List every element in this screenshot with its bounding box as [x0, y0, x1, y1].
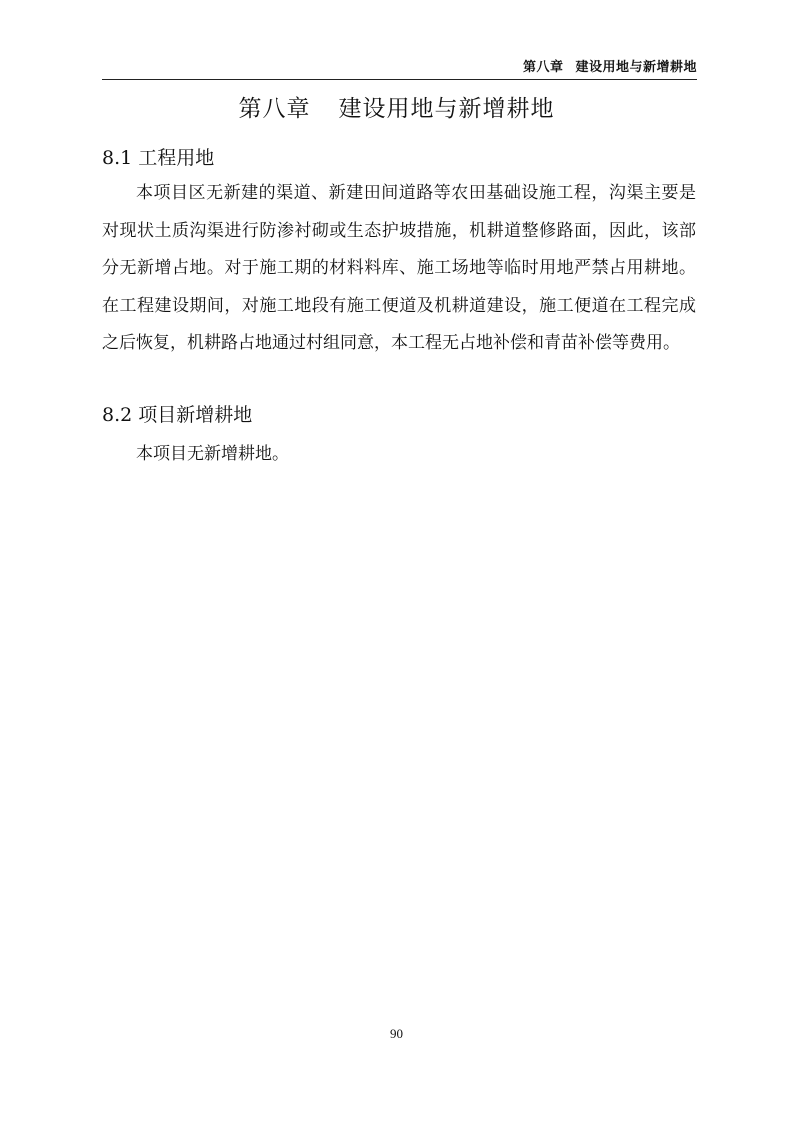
- page-number: 90: [390, 1026, 403, 1041]
- section-heading-8-1: [102, 144, 214, 172]
- chapter-title-number: 第八章: [238, 96, 311, 122]
- section-number: 8.1: [102, 147, 133, 169]
- section-heading-8-2: [102, 401, 252, 429]
- running-header: [102, 58, 697, 80]
- section-title: 工程用地: [138, 147, 215, 169]
- section-paragraph-8-2: 本项目无新增耕地。: [136, 444, 289, 464]
- running-header-chapter: 第八章: [522, 60, 564, 75]
- section-number: 8.2: [102, 404, 133, 426]
- section-paragraph-8-1: 本项目区无新建的渠道、新建田间道路等农田基础设施工程，沟渠主要是对现状土质沟渠进行防渗衬砌或生态护坡措施，机耕道整修路面，因此，该部分无新增占地。对于施工期的材料料库、施工场地等临时用地严禁占用耕地。在工程建设期间，对施工地段有施工便道及机耕道建设，施工便道在工程完成之后恢复，机耕路占地通过村组同意，本工程无占地补偿和青苗补偿等费用。: [102, 183, 696, 353]
- section-title: 项目新增耕地: [138, 404, 253, 426]
- chapter-title: [0, 93, 793, 125]
- chapter-title-text: 建设用地与新增耕地: [338, 96, 555, 122]
- running-header-title: 建设用地与新增耕地: [575, 60, 697, 75]
